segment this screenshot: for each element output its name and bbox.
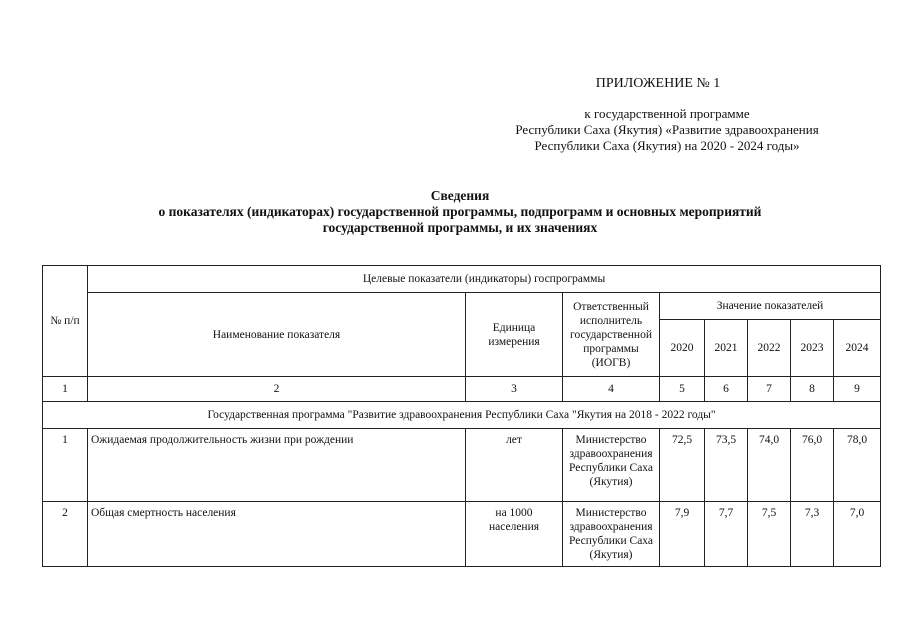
column-number: 9 (834, 377, 881, 402)
title-line: о показателях (индикаторах) государственной программы, подпрограмм и основных мероприятий (158, 204, 762, 219)
appendix-label: ПРИЛОЖЕНИЕ № 1 (595, 76, 721, 91)
table-row (43, 502, 881, 567)
header-year: 2023 (791, 320, 834, 377)
column-number: 7 (748, 377, 791, 402)
row-no: 2 (43, 502, 88, 567)
row-unit: на 1000 населения (466, 502, 563, 567)
column-number: 1 (43, 377, 88, 402)
title-line: Сведения (430, 188, 490, 203)
header-col-values: Значение показателей (660, 293, 881, 320)
column-number: 4 (563, 377, 660, 402)
row-value: 7,9 (660, 502, 705, 567)
title-line: государственной программы, и их значениях (322, 220, 598, 235)
row-value: 72,5 (660, 429, 705, 502)
row-value: 73,5 (705, 429, 748, 502)
header-group: Целевые показатели (индикаторы) госпрограммы (88, 266, 881, 293)
column-number: 6 (705, 377, 748, 402)
header-col-name: Наименование показателя (88, 293, 466, 377)
row-value: 7,5 (748, 502, 791, 567)
header-col-unit: Единица измерения (466, 293, 563, 377)
program-reference (487, 106, 847, 154)
column-number: 3 (466, 377, 563, 402)
row-executor: Министерство здравоохранения Республики Саха (Якутия) (563, 502, 660, 567)
row-value: 74,0 (748, 429, 791, 502)
program-line: к государственной программе (584, 106, 750, 121)
header-year: 2020 (660, 320, 705, 377)
column-number: 5 (660, 377, 705, 402)
row-value: 78,0 (834, 429, 881, 502)
row-name: Общая смертность населения (88, 502, 466, 567)
column-number: 2 (88, 377, 466, 402)
program-line: Республики Саха (Якутия) на 2020 - 2024 годы» (534, 138, 800, 153)
document-title (40, 188, 880, 236)
program-line: Республики Саха (Якутия) «Развитие здравоохранения (515, 122, 819, 137)
header-year: 2021 (705, 320, 748, 377)
header-year: 2024 (834, 320, 881, 377)
header-year: 2022 (748, 320, 791, 377)
header-col-executor: Ответственный исполнитель государственной программы (ИОГВ) (563, 293, 660, 377)
row-value: 76,0 (791, 429, 834, 502)
row-value: 7,0 (834, 502, 881, 567)
column-number: 8 (791, 377, 834, 402)
row-value: 7,7 (705, 502, 748, 567)
row-name: Ожидаемая продолжительность жизни при рождении (88, 429, 466, 502)
indicators-table (42, 265, 881, 567)
table-row (43, 429, 881, 502)
section-title: Государственная программа "Развитие здравоохранения Республики Саха "Якутия на 2018 - 2022 годы" (43, 402, 881, 429)
row-no: 1 (43, 429, 88, 502)
row-executor: Министерство здравоохранения Республики Саха (Якутия) (563, 429, 660, 502)
row-value: 7,3 (791, 502, 834, 567)
row-unit: лет (466, 429, 563, 502)
header-col-no: № п/п (43, 266, 88, 377)
